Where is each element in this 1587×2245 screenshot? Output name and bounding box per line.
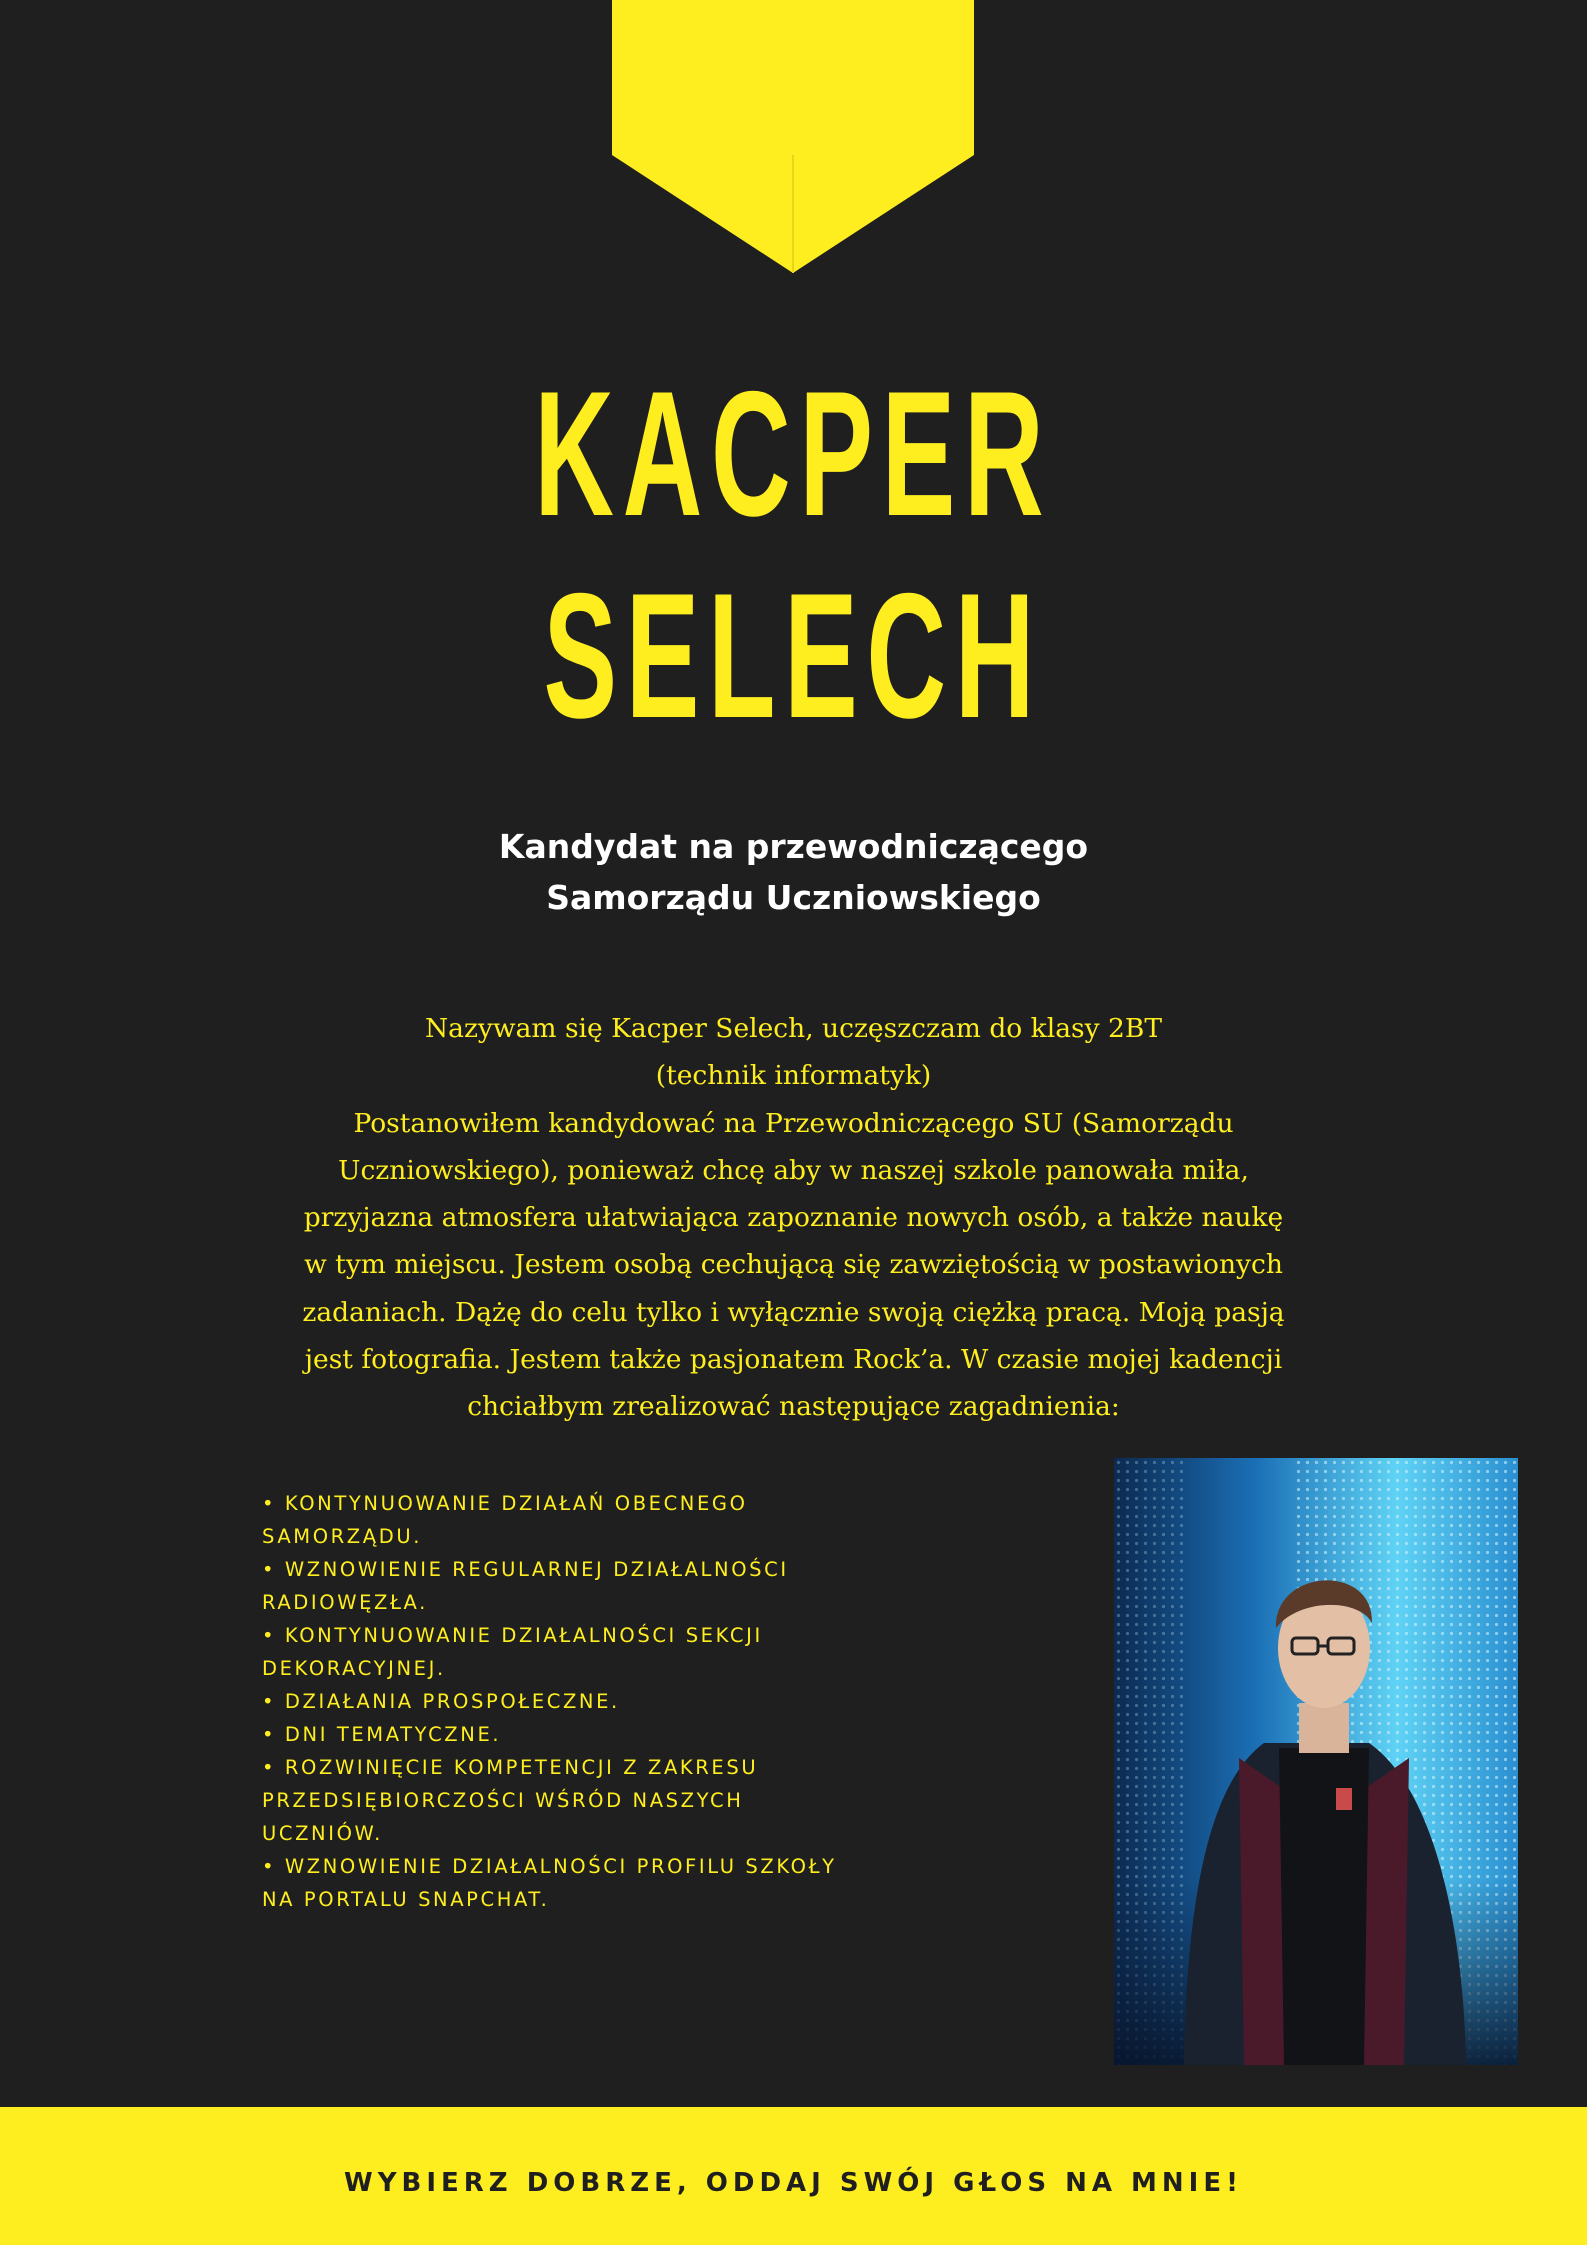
top-pennant-shape bbox=[612, 0, 974, 273]
agenda-line: PRZEDSIĘBIORCZOŚCI WŚRÓD NASZYCH bbox=[262, 1789, 744, 1812]
intro-line: zadaniach. Dążę do celu tylko i wyłącznie swoją ciężką pracą. Moją pasją bbox=[302, 1296, 1285, 1328]
candidate-last-name: SELECH bbox=[543, 556, 1044, 755]
agenda-list bbox=[262, 1487, 902, 1916]
agenda-line: • DNI TEMATYCZNE. bbox=[262, 1723, 502, 1746]
intro-line: Uczniowskiego), ponieważ chcę aby w naszej szkole panowała miła, bbox=[338, 1154, 1249, 1186]
intro-line: Postanowiłem kandydować na Przewodniczącego SU (Samorządu bbox=[353, 1107, 1234, 1139]
candidate-subtitle bbox=[0, 821, 1587, 923]
intro-line: chciałbym zrealizować następujące zagadnienia: bbox=[467, 1391, 1120, 1423]
footer-slogan: WYBIERZ DOBRZE, ODDAJ SWÓJ GŁOS NA MNIE! bbox=[344, 2168, 1243, 2198]
agenda-line: • KONTYNUOWANIE DZIAŁAŃ OBECNEGO bbox=[262, 1492, 748, 1515]
agenda-line: • WZNOWIENIE DZIAŁALNOŚCI PROFILU SZKOŁY bbox=[262, 1855, 837, 1878]
agenda-line: UCZNIÓW. bbox=[262, 1822, 383, 1845]
candidate-first-name: KACPER bbox=[534, 354, 1053, 553]
subtitle-line: Samorządu Uczniowskiego bbox=[546, 878, 1041, 917]
agenda-line: • KONTYNUOWANIE DZIAŁALNOŚCI SEKCJI bbox=[262, 1624, 763, 1647]
agenda-line: • WZNOWIENIE REGULARNEJ DZIAŁALNOŚCI bbox=[262, 1558, 789, 1581]
agenda-line: • ROZWINIĘCIE KOMPETENCJI Z ZAKRESU bbox=[262, 1756, 759, 1779]
agenda-line: • DZIAŁANIA PROSPOŁECZNE. bbox=[262, 1690, 620, 1713]
intro-line: jest fotografia. Jestem także pasjonatem Rock’a. W czasie mojej kadencji bbox=[304, 1344, 1283, 1376]
agenda-line: SAMORZĄDU. bbox=[262, 1525, 422, 1548]
agenda-line: RADIOWĘZŁA. bbox=[262, 1591, 428, 1614]
candidate-photo bbox=[1114, 1458, 1518, 2065]
intro-line: w tym miejscu. Jestem osobą cechującą się zawziętością w postawionych bbox=[304, 1249, 1283, 1281]
intro-line: (technik informatyk) bbox=[655, 1060, 932, 1092]
intro-line: przyjazna atmosfera ułatwiająca zapoznanie nowych osób, a także naukę bbox=[303, 1202, 1284, 1234]
intro-line: Nazywam się Kacper Selech, uczęszczam do klasy 2BT bbox=[424, 1013, 1162, 1044]
agenda-line: DEKORACYJNEJ. bbox=[262, 1657, 446, 1680]
agenda-line: NA PORTALU SNAPCHAT. bbox=[262, 1888, 550, 1911]
intro-paragraph bbox=[240, 1005, 1347, 1431]
subtitle-line: Kandydat na przewodniczącego bbox=[498, 827, 1089, 866]
